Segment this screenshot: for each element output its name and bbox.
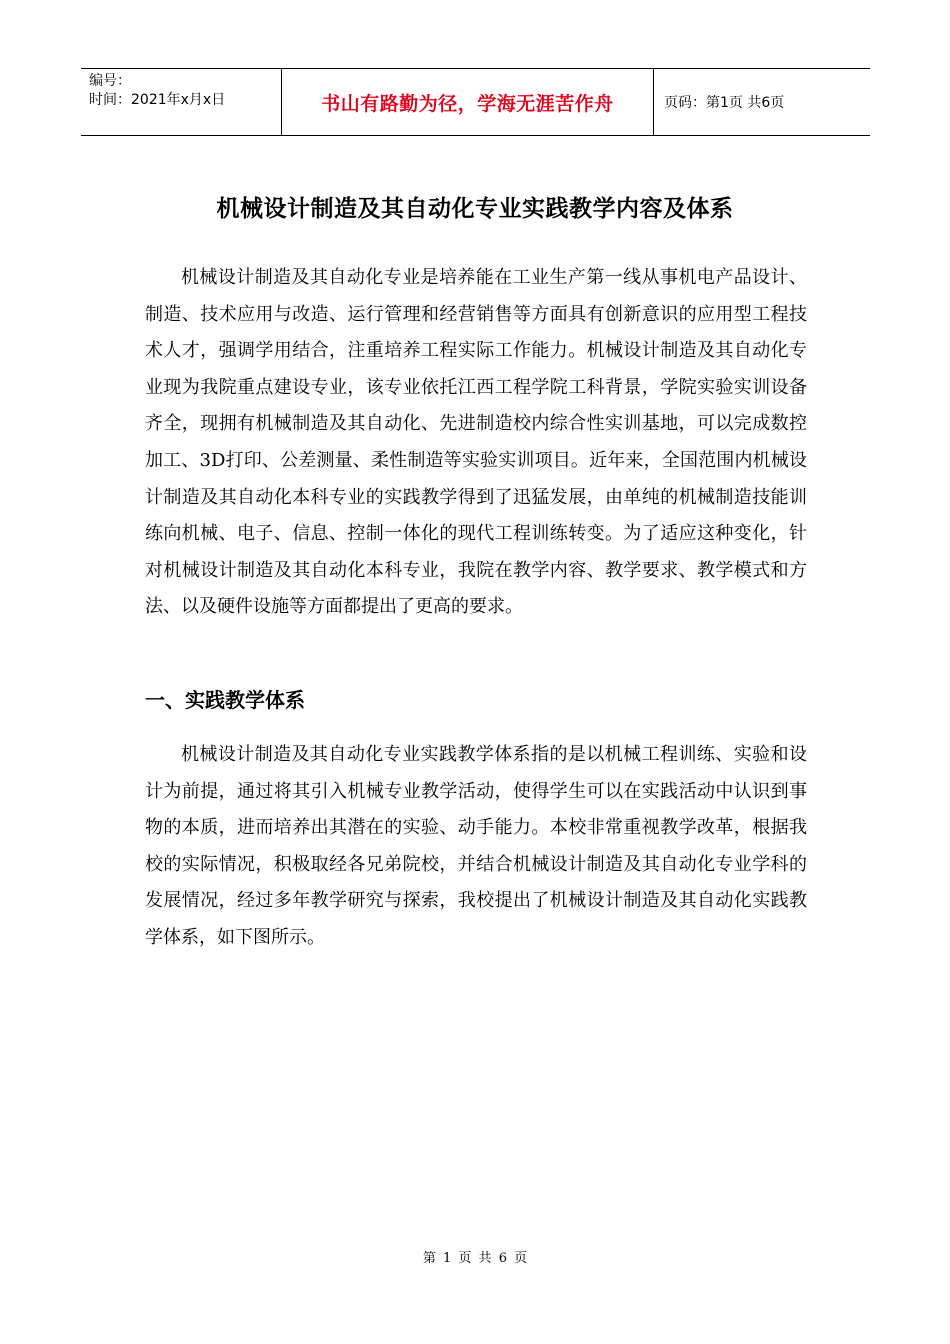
page-footer: 第 1 页 共 6 页	[422, 1251, 528, 1266]
section-heading: 一、实践教学体系	[145, 688, 305, 712]
motto-text: 书山有路勤为径，学海无涯苦作舟	[321, 92, 614, 115]
document-title: 机械设计制造及其自动化专业实践教学内容及体系	[216, 196, 734, 222]
number-label: 编号：	[89, 73, 131, 89]
header-page-cell	[654, 69, 870, 135]
header-meta-cell	[81, 69, 281, 135]
header-motto-cell	[281, 69, 654, 135]
section-paragraph: 机械设计制造及其自动化专业实践教学体系指的是以机械工程训练、实验和设计为前提，通过将其引入机械专业教学活动，使得学生可以在实践活动中认识到事物的本质，进而培养出其潜在的实验、动手能力。本校非常重视教学改革，根据我校的实际情况，积极取经各兄弟院校，并结合机械设计制造及其自动化专业学科的发展情况，经过多年教学研究与探索，我校提出了机械设计制造及其自动化实践教学体系，如下图所示。	[145, 744, 807, 948]
document-header	[81, 68, 870, 136]
date-line: 时间：2021年x月x日	[89, 92, 226, 108]
page-info: 页码：第1页 共6页	[664, 95, 785, 111]
intro-paragraph: 机械设计制造及其自动化专业是培养能在工业生产第一线从事机电产品设计、制造、技术应用与改造、运行管理和经营销售等方面具有创新意识的应用型工程技术人才，强调学用结合，注重培养工程实际工作能力。机械设计制造及其自动化专业现为我院重点建设专业，该专业依托江西工程学院工科背景，学院实验实训设备齐全，现拥有机械制造及其自动化、先进制造校内综合性实训基地，可以完成数控加工、3D打印、公差测量、柔性制造等实验实训项目。近年来，全国范围内机械设计制造及其自动化本科专业的实践教学得到了迅猛发展，由单纯的机械制造技能训练向机械、电子、信息、控制一体化的现代工程训练转变。为了适应这种变化，针对机械设计制造及其自动化本科专业，我院在教学内容、教学要求、教学模式和方法、以及硬件设施等方面都提出了更高的要求。	[145, 267, 807, 618]
